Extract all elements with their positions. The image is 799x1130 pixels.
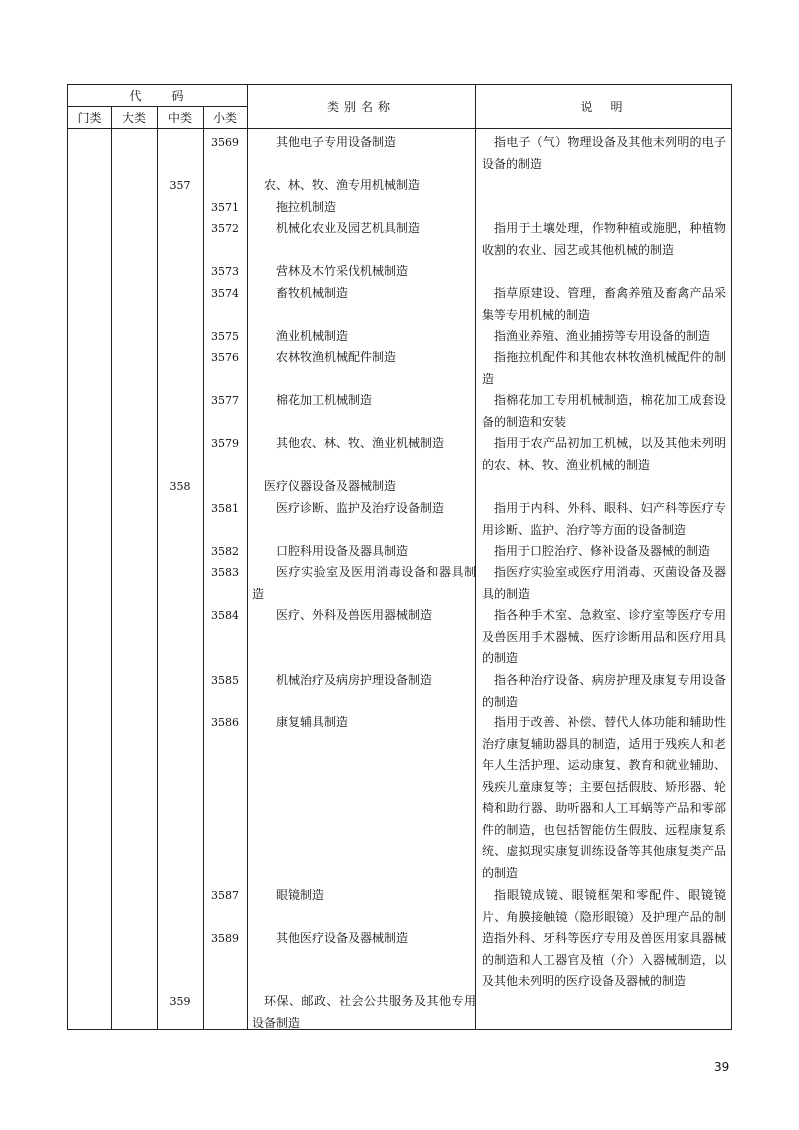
small-code: 3573 (211, 265, 239, 278)
grid-line (157, 129, 158, 1029)
category-name: 环保、邮政、社会公共服务及其他专用设备制造 (252, 994, 476, 1030)
category-desc: 指各种治疗设备、病房护理及康复专用设备的制造 (482, 673, 726, 709)
category-name: 畜牧机械制造 (276, 286, 349, 300)
small-code: 3589 (211, 932, 239, 945)
category-name: 其他医疗设备及器械制造 (276, 931, 409, 945)
category-desc: 指用于农产品初加工机械，以及其他未列明的农、林、牧、渔业机械的制造 (482, 436, 726, 472)
small-code: 3572 (211, 222, 239, 235)
category-name: 机械化农业及园艺机具制造 (276, 221, 421, 235)
category-desc: 指用于改善、补偿、替代人体功能和辅助性治疗康复辅助器具的制造，适用于残疾人和老年人生活护理、运动康复、教育和就业辅助、残疾儿童康复等；主要包括假肢、矫形器、轮椅和助行器、助听器和人工耳蜗等产品和零部件的制造，也包括智能仿生假肢、远程康复系统、虚拟现实康复训练设备等其他康复类产品的制造 (482, 715, 726, 880)
small-code: 3584 (211, 609, 239, 622)
category-name: 医疗、外科及兽医用器械制造 (276, 608, 433, 622)
category-name: 营林及木竹采伐机械制造 (276, 264, 409, 278)
small-code: 3574 (211, 287, 239, 300)
small-code: 3582 (211, 545, 239, 558)
category-name: 医疗实验室及医用消毒设备和器具制造 (252, 565, 476, 601)
small-code: 3569 (211, 136, 239, 149)
category-desc: 指用于土壤处理，作物种植或施肥，种植物收割的农业、园艺或其他机械的制造 (482, 221, 726, 257)
category-desc: 指用于口腔治疗、修补设备及器械的制造 (494, 544, 711, 558)
category-name: 眼镜制造 (276, 888, 325, 902)
category-name: 医疗诊断、监护及治疗设备制造 (276, 501, 445, 515)
header-door: 门类 (77, 111, 102, 125)
category-name: 拖拉机制造 (276, 200, 337, 214)
header-desc: 说 明 (580, 100, 626, 114)
small-code: 3575 (211, 330, 239, 343)
mid-code: 357 (169, 179, 191, 192)
category-name: 农、林、牧、渔专用机械制造 (264, 178, 421, 192)
category-name: 其他电子专用设备制造 (276, 135, 397, 149)
category-name: 其他农、林、牧、渔业机械制造 (276, 436, 445, 450)
grid-line (68, 106, 247, 107)
category-desc: 指电子（气）物理设备及其他未列明的电子设备的制造 (482, 135, 726, 171)
small-code: 3577 (211, 394, 239, 407)
header-mid: 中类 (167, 111, 192, 125)
small-code: 3581 (211, 502, 239, 515)
category-desc: 指医疗实验室或医疗用消毒、灭菌设备及器具的制造 (482, 565, 726, 601)
category-desc: 指外科、牙科等医疗专用及兽医用家具器械的制造和人工器官及植（介）入器械制造，以及其他未列明的医疗设备及器械的制造 (482, 931, 726, 988)
grid-line (68, 128, 731, 129)
grid-line (247, 85, 248, 1029)
grid-line (111, 129, 112, 1029)
category-desc: 指用于内科、外科、眼科、妇产科等医疗专用诊断、监护、治疗等方面的设备制造 (482, 501, 726, 537)
small-code: 3576 (211, 351, 239, 364)
small-code: 3579 (211, 437, 239, 450)
small-code: 3586 (211, 716, 239, 729)
category-desc: 指眼镜成镜、眼镜框架和零配件、眼镜镜片、角膜接触镜（隐形眼镜）及护理产品的制造 (482, 888, 726, 945)
small-code: 3587 (211, 889, 239, 902)
mid-code: 358 (169, 480, 191, 493)
category-name: 棉花加工机械制造 (276, 393, 373, 407)
header-name: 类别名称 (326, 100, 395, 114)
category-desc: 指渔业养殖、渔业捕捞等专用设备的制造 (494, 329, 711, 343)
classification-table (67, 84, 732, 1030)
category-name: 医疗仪器设备及器械制造 (264, 479, 397, 493)
small-code: 3585 (211, 674, 239, 687)
category-name: 农林牧渔机械配件制造 (276, 350, 397, 364)
small-code: 3583 (211, 566, 239, 579)
category-desc: 指各种手术室、急救室、诊疗室等医疗专用及兽医用手术器械、医疗诊断用品和医疗用具的制造 (482, 608, 726, 665)
mid-code: 359 (169, 995, 191, 1008)
small-code: 3571 (211, 201, 239, 214)
category-name: 康复辅具制造 (276, 715, 349, 729)
category-desc: 指草原建设、管理，畜禽养殖及畜禽产品采集等专用机械的制造 (482, 286, 726, 322)
category-desc: 指棉花加工专用机械制造，棉花加工成套设备的制造和安装 (482, 393, 726, 429)
category-name: 渔业机械制造 (276, 329, 349, 343)
category-name: 机械治疗及病房护理设备制造 (276, 673, 433, 687)
category-desc: 指拖拉机配件和其他农林牧渔机械配件的制造 (482, 350, 726, 386)
category-name: 口腔科用设备及器具制造 (276, 544, 409, 558)
header-code: 代 码 (129, 89, 186, 103)
header-big: 大类 (121, 111, 146, 125)
page-number: 39 (714, 1060, 730, 1074)
header-small: 小类 (212, 111, 237, 125)
